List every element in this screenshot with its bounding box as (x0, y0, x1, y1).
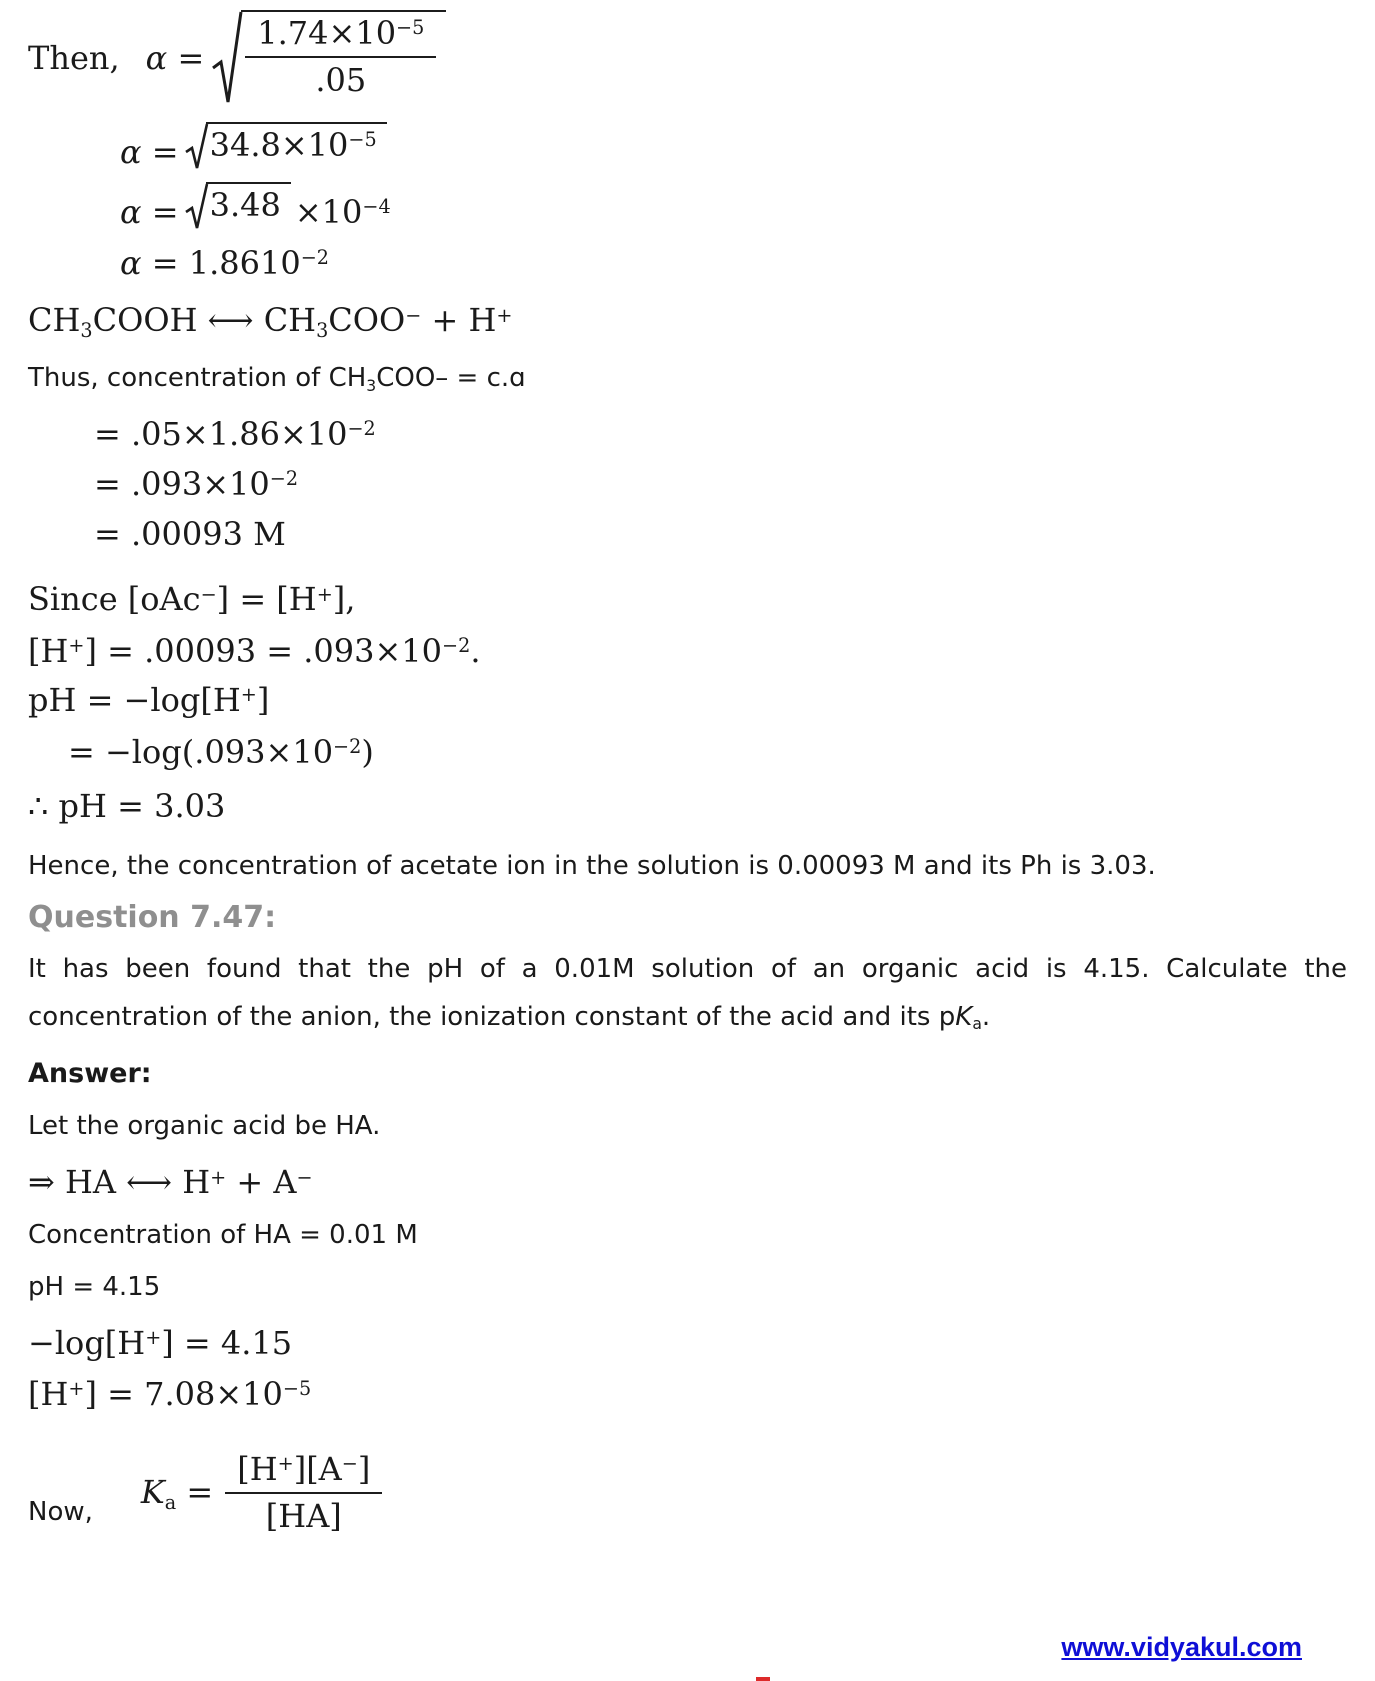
answer-label-text: Answer: (28, 1058, 152, 1090)
fraction-numerator: $1.74\times 10^{-5}$ (245, 16, 436, 58)
paragraph-text: Hence, the concentration of acetate ion in the solution is 0.00093 M and its Ph is 3.03. (28, 851, 1156, 882)
paragraph-text: pH = 4.15 (28, 1272, 161, 1302)
equation-alpha-step2 (28, 122, 1347, 172)
equation-text: ⇒ HA ⟷ H+ + A− (28, 1163, 313, 1202)
paragraph-ph-415 (28, 1271, 1347, 1304)
question-heading (28, 900, 1347, 935)
question-body (28, 945, 1347, 1041)
paragraph-text: Thus, concentration of CH3COO– = c.ɑ (28, 363, 526, 395)
equation-lhs: α = (145, 39, 205, 78)
page-number-cut (756, 1677, 770, 1681)
radicand (241, 10, 446, 98)
equation-text: $\alpha = 1.8610^{-2}$ (120, 244, 330, 282)
radical-icon (212, 10, 244, 108)
equation-text: −log[H+] = 4.15 (28, 1323, 293, 1362)
equation-prefix: Then, (28, 39, 120, 78)
question-body-text: It has been found that the pH of a 0.01M solution of an organic acid is 4.15. Calculate the concentration of the anion, the ionization constant of the acid and its pKa. (28, 953, 1347, 1034)
equation-text: Since [oAc−] = [H+], (28, 580, 356, 619)
equation-lhs: α = (120, 192, 179, 231)
equation-text: $[H^+] = 7.08\times 10^{-5}$ (28, 1374, 312, 1413)
question-heading-text: Question 7.47: (28, 899, 277, 935)
fraction-numerator: [H+][A−] (225, 1452, 382, 1494)
equation-tail: $\times 10^{-4}$ (294, 192, 391, 231)
fraction-denominator: .05 (315, 61, 367, 100)
paragraph-let-acid (28, 1110, 1347, 1143)
paragraph-text: Let the organic acid be HA. (28, 1110, 381, 1141)
vidyakul-link[interactable]: www.vidyakul.com (1061, 1632, 1302, 1662)
equation-alpha-definition (28, 10, 1347, 108)
square-root (185, 122, 387, 172)
equation-text: = $-\log(.093\times 10^{-2})$ (68, 733, 374, 771)
equation-ph-result (28, 789, 1347, 824)
fraction-denominator: [HA] (265, 1497, 342, 1536)
equation-text: CH3COOH ⟷ CH3COO− + H+ (28, 301, 513, 342)
equation-ha-equilibrium (28, 1165, 1347, 1200)
equation-ka (28, 1449, 1347, 1536)
now-label: Now, (28, 1496, 93, 1527)
equation-lhs: α = (120, 132, 179, 171)
equation-alpha-result (28, 246, 1347, 281)
square-root (212, 10, 446, 108)
equation-ph-calculation (28, 735, 1347, 770)
equation-h-value (28, 1374, 1347, 1413)
equation-equilibrium (28, 301, 1347, 342)
equation-ph-definition (28, 680, 1347, 719)
equation-text: = $.05\times 1.86\times 10^{-2}$ (94, 414, 376, 453)
equation-alpha-step3 (28, 182, 1347, 232)
equation-h-concentration (28, 631, 1347, 670)
radicand: 3.48 (206, 182, 291, 223)
ka-fraction (225, 1449, 382, 1536)
square-root (185, 182, 291, 232)
fraction (245, 16, 436, 98)
paragraph-text: Concentration of HA = 0.01 M (28, 1219, 418, 1250)
equation-log-h (28, 1323, 1347, 1362)
paragraph-concentration-ha (28, 1219, 1347, 1252)
equation-step-multiply (28, 414, 1347, 453)
paragraph-hence (28, 850, 1347, 883)
equation-text: = .00093 M (94, 515, 286, 554)
equation-text: ∴ pH = 3.03 (28, 787, 226, 826)
equation-text: = $.093\times 10^{-2}$ (94, 465, 299, 504)
equation-text: $[H^+] = .00093 = .093\times 10^{-2}$. (28, 631, 481, 670)
equation-text: pH = −log[H+] (28, 680, 270, 719)
radicand: $34.8\times 10^{-5}$ (206, 122, 387, 163)
answer-label (28, 1057, 1347, 1091)
equation-since (28, 582, 1347, 617)
equation-step-00093 (28, 517, 1347, 552)
equation-step-093 (28, 467, 1347, 502)
ka-lhs: Ka = (140, 1473, 214, 1514)
paragraph-thus-concentration (28, 362, 1347, 395)
footer (28, 1632, 1347, 1681)
